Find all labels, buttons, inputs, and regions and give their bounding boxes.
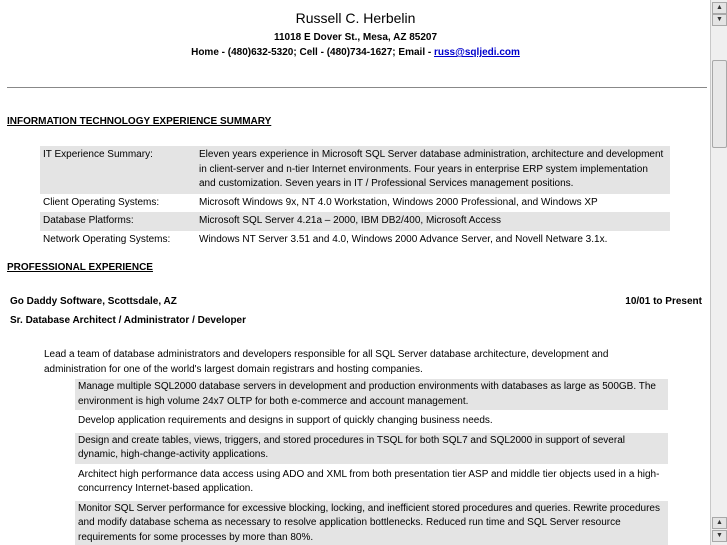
summary-label: Client Operating Systems: <box>43 196 160 208</box>
summary-value: Microsoft SQL Server 4.21a – 2000, IBM DB2/400, Microsoft Access <box>196 212 670 231</box>
job-title: Sr. Database Architect / Administrator / Developer <box>10 315 247 326</box>
summary-value: Eleven years experience in Microsoft SQL Server database administration, architecture and development in client-server and n-tier Internet environments. Four years in enterprise ERP system implementation and customization. Seven years in IT / Professional Services management positions. <box>196 146 670 194</box>
job-bullets <box>75 379 668 545</box>
job-dates: 10/01 to Present <box>625 296 702 307</box>
summary-row <box>40 231 670 250</box>
list-item: Monitor SQL Server performance for excessive blocking, locking, and inefficient stored procedures and queries. Rewrite procedures and modify database schema as necessary to resolve application bottlenecks. Reduced run time and SQL Server resource requirements for some processes by more than 80%. <box>75 501 668 545</box>
list-item: Design and create tables, views, triggers, and stored procedures in TSQL for both SQL7 and SQL2000 in support of several dynamic, high-change-activity applications. <box>75 433 668 464</box>
summary-row <box>40 146 670 194</box>
list-item: Develop application requirements and designs in support of quickly changing business needs. <box>78 415 493 426</box>
summary-label: Database Platforms: <box>40 212 196 231</box>
scroll-down-arrow-icon[interactable]: ▼ <box>712 14 727 26</box>
summary-label: Network Operating Systems: <box>43 233 171 245</box>
scroll-down-arrow-icon[interactable]: ▼ <box>712 530 727 542</box>
resume-address: 11018 E Dover St., Mesa, AZ 85207 <box>273 32 438 43</box>
list-item: Manage multiple SQL2000 database servers in development and production environments with databases as large as 500GB. The environment is high volume 24x7 OLTP for both e-commerce and account management. <box>75 379 668 410</box>
summary-row <box>40 212 670 231</box>
vertical-scrollbar[interactable] <box>710 0 727 545</box>
header-divider <box>7 87 707 88</box>
summary-row <box>40 194 670 213</box>
contact-phones: Home - (480)632-5320; Cell - (480)734-1627; Email - <box>191 47 432 58</box>
summary-heading: INFORMATION TECHNOLOGY EXPERIENCE SUMMARY <box>7 116 272 127</box>
summary-label: IT Experience Summary: <box>40 146 196 194</box>
job-company: Go Daddy Software, Scottsdale, AZ <box>10 296 177 307</box>
summary-value: Microsoft Windows 9x, NT 4.0 Workstation, Windows 2000 Professional, and Windows XP <box>199 196 598 208</box>
summary-value: Windows NT Server 3.51 and 4.0, Windows 2000 Advance Server, and Novell Netware 3.1x. <box>199 233 608 245</box>
email-link[interactable]: russ@sqljedi.com <box>434 47 520 58</box>
experience-heading: PROFESSIONAL EXPERIENCE <box>7 262 153 273</box>
list-item: Architect high performance data access using ADO and XML from both presentation tier ASP and middle tier objects used in a high-concurrency Internet-based application. <box>78 468 660 494</box>
scrollbar-thumb[interactable] <box>712 60 727 148</box>
scroll-up-arrow-icon[interactable]: ▲ <box>712 2 727 14</box>
resume-name: Russell C. Herbelin <box>295 10 416 26</box>
scroll-up-arrow-icon[interactable]: ▲ <box>712 517 727 529</box>
resume-contact <box>0 47 711 58</box>
job-intro: Lead a team of database administrators and developers responsible for all SQL Server database architecture, development and administration for one of the world's largest domain registrars and hosting companies. <box>44 349 609 375</box>
summary-table <box>40 146 670 249</box>
